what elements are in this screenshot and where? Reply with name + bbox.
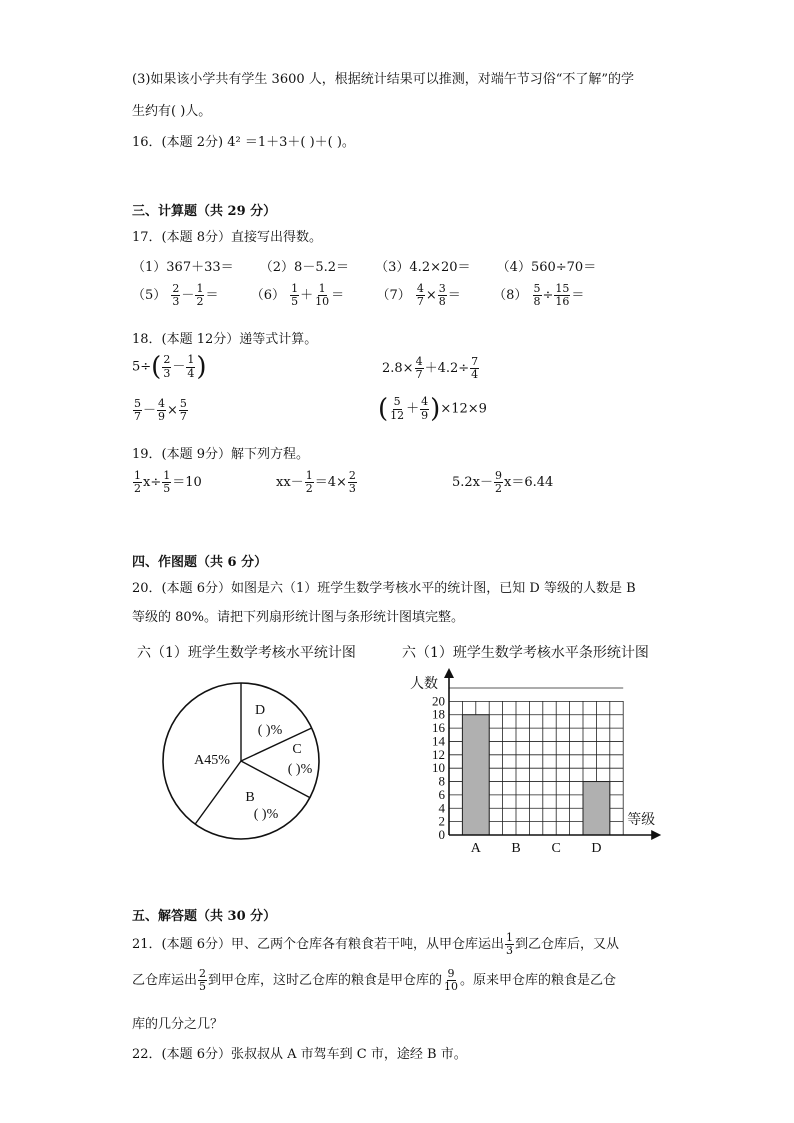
- fraction: $\frac{2}{5}$: [199, 967, 207, 994]
- section-5-title: 五、解答题（共 30 分）: [132, 909, 277, 924]
- q18-expr-3: $\frac{5}{7}$ － $\frac{4}{9}$ × $\frac{5}{7}$: [134, 397, 187, 424]
- q18-expr-4: ( $\frac{5}{12}$ ＋ $\frac{4}{9}$ )×12×9: [378, 394, 487, 424]
- y-tick-label: 0: [438, 827, 445, 842]
- fraction: $\frac{3}{8}$: [438, 282, 446, 309]
- q21-line1: 21．(本题 6分）甲、乙两个仓库各有粮食若干吨，从甲仓库运出 $\frac{1}{3}$ 到乙仓库后，又从: [132, 931, 620, 958]
- section-3-title: 三、计算题（共 29 分）: [132, 204, 277, 219]
- bar-a: [462, 715, 489, 835]
- y-tick-label: 14: [432, 733, 445, 749]
- q17-label-6: （6）: [250, 288, 286, 304]
- q19-eq-1: $\frac{1}{2}$ x÷ $\frac{1}{5}$ ＝10: [134, 469, 202, 496]
- fraction: $\frac{4}{7}$: [416, 282, 424, 309]
- y-tick-label: 4: [438, 800, 445, 816]
- y-tick-label: 6: [438, 786, 445, 802]
- q20-line2: 等级的 80%。请把下列扇形统计图与条形统计图填完整。: [132, 610, 465, 625]
- fraction: $\frac{2}{3}$: [163, 353, 171, 380]
- fraction: $\frac{7}{4}$: [471, 355, 479, 382]
- fraction: $\frac{4}{9}$: [421, 395, 429, 422]
- x-tick-label-c: C: [551, 841, 561, 856]
- y-tick-label: 2: [438, 813, 445, 829]
- fraction: $\frac{1}{5}$: [163, 469, 171, 496]
- fraction: $\frac{15}{16}$: [555, 282, 570, 309]
- fraction: $\frac{1}{2}$: [305, 469, 313, 496]
- q20-line1: 20．(本题 6分）如图是六（1）班学生数学考核水平的统计图，已知 D 等级的人数是 B: [132, 581, 636, 596]
- q16-text: 16．(本题 2分) 4² ＝1＋3＋( )＋( )。: [132, 135, 355, 150]
- fraction: $\frac{4}{7}$: [415, 355, 423, 382]
- q17-label-5: （5）: [132, 288, 167, 304]
- pie-value-c: ( )%: [287, 762, 313, 777]
- y-axis-title: 人数: [410, 677, 438, 692]
- q17-label-8: （8）: [493, 288, 528, 304]
- x-tick-label-d: D: [591, 841, 602, 856]
- fraction: $\frac{5}{12}$: [390, 395, 405, 422]
- pie-value-d: ( )%: [257, 723, 283, 738]
- q17-item-3: （3）4.2×20＝: [375, 260, 471, 275]
- section-4-title: 四、作图题（共 6 分）: [132, 555, 268, 570]
- y-tick-label: 16: [432, 720, 445, 736]
- q17-item-2: （2）8－5.2＝: [259, 260, 349, 275]
- pie-chart: [150, 670, 340, 850]
- fraction: $\frac{1}{2}$: [134, 469, 141, 496]
- fraction: $\frac{5}{7}$: [134, 397, 141, 424]
- q17-stem: 17．(本题 8分）直接写出得数。: [132, 230, 323, 245]
- pie-label-a: A45%: [194, 753, 230, 768]
- q18-stem: 18．(本题 12分）递等式计算。: [132, 332, 318, 347]
- fraction: $\frac{9}{2}$: [495, 469, 503, 496]
- q15-3-line1: (3)如果该小学共有学生 3600 人，根据统计结果可以推测，对端午节习俗“不了解”的学: [132, 72, 635, 87]
- fraction: $\frac{1}{2}$: [196, 282, 204, 309]
- x-axis-arrow: [651, 830, 661, 840]
- q19-eq-2: xx－ $\frac{1}{2}$ ＝4× $\frac{2}{3}$: [276, 469, 356, 496]
- q21-line3: 库的几分之几？: [132, 1017, 224, 1032]
- q18-expr-2: 2.8× $\frac{4}{7}$ ＋4.2÷ $\frac{7}{4}$: [382, 355, 479, 382]
- fraction: $\frac{4}{9}$: [158, 397, 166, 424]
- q17-row1: [132, 256, 596, 275]
- pie-label-b: B: [245, 790, 255, 805]
- q17-item-1: （1）367＋33＝: [132, 260, 234, 275]
- fraction: $\frac{1}{10}$: [315, 282, 330, 309]
- q17-item-4: （4）560÷70＝: [496, 260, 597, 275]
- bar-d: [583, 782, 610, 835]
- pie-label-d: D: [254, 703, 266, 718]
- q15-3-line2: 生约有( )人。: [132, 104, 212, 119]
- fraction: $\frac{2}{3}$: [348, 469, 356, 496]
- fraction: $\frac{9}{10}$: [444, 967, 459, 994]
- fraction: $\frac{5}{8}$: [533, 282, 541, 309]
- y-tick-label: 20: [432, 693, 445, 709]
- y-tick-label: 18: [432, 706, 445, 722]
- q17-label-7: （7）: [376, 288, 411, 304]
- fraction: $\frac{1}{4}$: [187, 353, 195, 380]
- y-axis-arrow: [444, 668, 454, 678]
- fraction: $\frac{1}{5}$: [291, 282, 299, 309]
- y-tick-label: 12: [432, 746, 445, 762]
- q18-expr-1: 5÷( $\frac{2}{3}$ － $\frac{1}{4}$ ): [132, 352, 207, 382]
- x-tick-label-a: A: [470, 841, 481, 856]
- y-tick-label: 10: [432, 760, 445, 776]
- q17-row2: （5） $\frac{2}{3}$ － $\frac{1}{2}$ ＝ （6） $\frac{1}{5}$ ＋ $\frac{1}{10}$ ＝ （7） $\frac{4}{7}$ × $\frac{3}{8}$ ＝ （8） $\frac{5}{8}$ ÷ $\frac{15}{16}$ ＝: [132, 282, 585, 309]
- y-tick-label: 8: [438, 773, 445, 789]
- pie-value-b: ( )%: [253, 807, 279, 822]
- fraction: $\frac{1}{3}$: [506, 931, 514, 958]
- fraction: $\frac{5}{7}$: [179, 397, 187, 424]
- q19-stem: 19．(本题 9分）解下列方程。: [132, 447, 310, 462]
- pie-chart-title: 六（1）班学生数学考核水平统计图: [137, 645, 356, 661]
- pie-slice-boundary: [195, 761, 241, 824]
- bar-chart-title: 六（1）班学生数学考核水平条形统计图: [402, 645, 649, 661]
- x-tick-label-b: B: [511, 841, 521, 856]
- x-axis-title: 等级: [627, 813, 656, 828]
- fraction: $\frac{2}{3}$: [172, 282, 180, 309]
- q22-text: 22．(本题 6分）张叔叔从 A 市驾车到 C 市，途经 B 市。: [132, 1047, 467, 1062]
- bar-chart: [400, 668, 690, 858]
- q19-eq-3: 5.2x－ $\frac{9}{2}$ x＝6.44: [452, 469, 554, 496]
- pie-label-c: C: [292, 742, 302, 757]
- q21-line2: 乙仓库运出 $\frac{2}{5}$ 到甲仓库，这时乙仓库的粮食是甲仓库的 $\frac{9}{10}$ 。原来甲仓库的粮食是乙仓: [132, 967, 617, 994]
